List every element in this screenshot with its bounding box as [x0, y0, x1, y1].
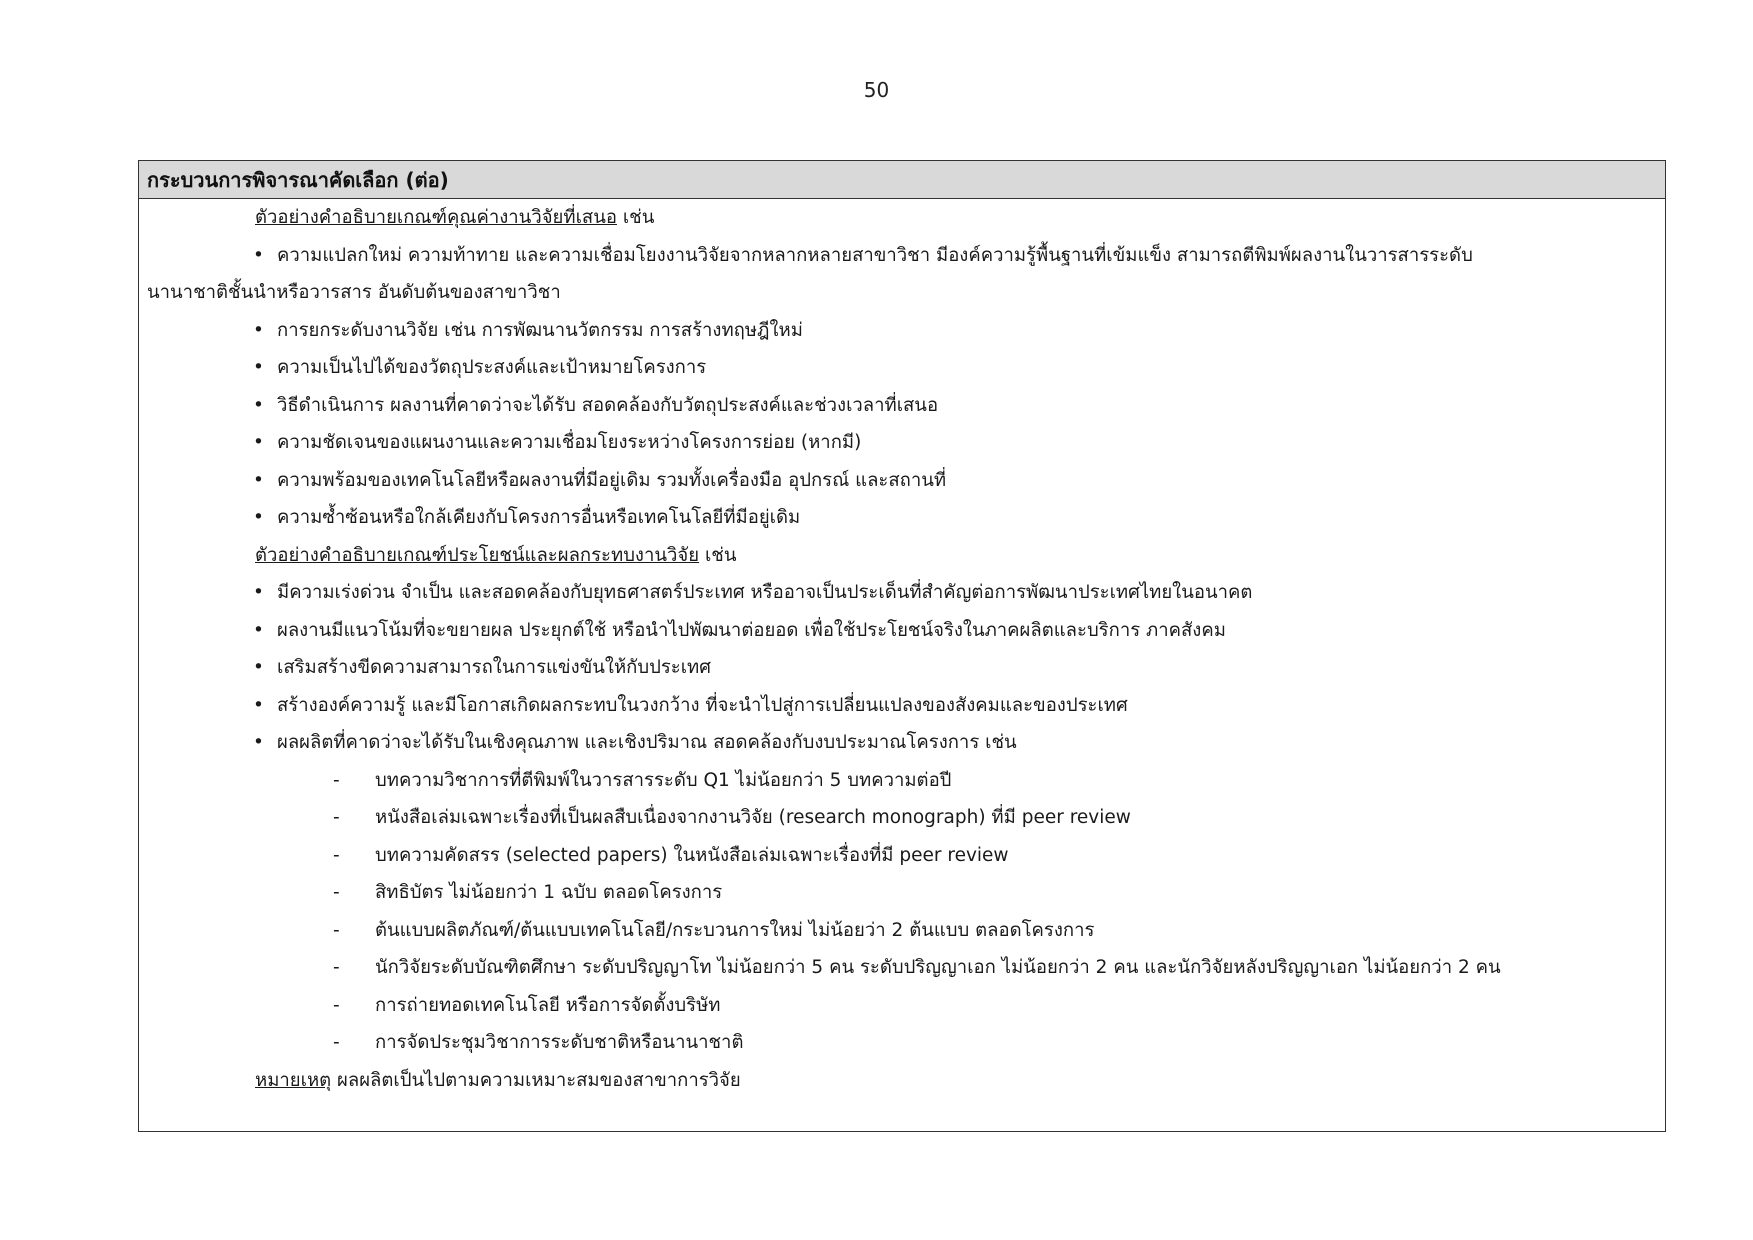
- box-content: [139, 199, 1665, 1099]
- dash-icon: -: [333, 1032, 340, 1053]
- section1-item: [139, 349, 1665, 387]
- section1-item-text: วิธีดำเนินการ ผลงานที่คาดว่าจะได้รับ สอดคล้องกับวัตถุประสงค์และช่วงเวลาที่เสนอ: [277, 394, 939, 416]
- section1-heading: [139, 199, 1665, 237]
- dash-icon: -: [333, 882, 340, 903]
- page-number: 50: [863, 78, 890, 102]
- output-sub-item: [139, 837, 1665, 875]
- output-sub-item: [139, 799, 1665, 837]
- section1-item: [139, 462, 1665, 500]
- section2-heading: [139, 537, 1665, 575]
- section2-item-text: ผลงานมีแนวโน้มที่จะขยายผล ประยุกต์ใช้ หรือนำไปพัฒนาต่อยอด เพื่อใช้ประโยชน์จริงในภาคผลิตและบริการ ภาคสังคม: [277, 619, 1226, 641]
- section1-item: [139, 424, 1665, 462]
- section1-item-text: ความซ้ำซ้อนหรือใกล้เคียงกับโครงการอื่นหรือเทคโนโลยีที่มีอยู่เดิม: [277, 507, 801, 528]
- bullet-icon: •: [253, 694, 264, 716]
- section1-item-0-text-2: นานาชาติชั้นนำหรือวารสาร อันดับต้นของสาขาวิชา: [147, 282, 561, 303]
- section2-title: ตัวอย่างคำอธิบายเกณฑ์ประโยชน์และผลกระทบงานวิจัย: [255, 544, 700, 566]
- dash-icon: -: [333, 769, 340, 791]
- section1-item-text: ความพร้อมของเทคโนโลยีหรือผลงานที่มีอยู่เดิม รวมทั้งเครื่องมือ อุปกรณ์ และสถานที่: [277, 469, 947, 491]
- section2-item: [139, 687, 1665, 725]
- note-text: ผลผลิตเป็นไปตามความเหมาะสมของสาขาการวิจัย: [331, 1069, 741, 1091]
- bullet-icon: •: [253, 394, 264, 416]
- output-sub-item-text: บทความคัดสรร (selected papers) ในหนังสือเล่มเฉพาะเรื่องที่มี peer review: [375, 844, 1009, 866]
- bullet-icon: •: [253, 469, 264, 491]
- criteria-box: [138, 160, 1666, 1132]
- section1-title: ตัวอย่างคำอธิบายเกณฑ์คุณค่างานวิจัยที่เสนอ: [255, 207, 617, 228]
- section2-title-suffix: เช่น: [699, 544, 737, 566]
- output-sub-item-text: ต้นแบบผลิตภัณฑ์/ต้นแบบเทคโนโลยี/กระบวนการใหม่ ไม่น้อยว่า 2 ต้นแบบ ตลอดโครงการ: [375, 919, 1095, 941]
- header-title: กระบวนการพิจารณาคัดเลือก (ต่อ): [147, 167, 449, 192]
- section1-item-text: การยกระดับงานวิจัย เช่น การพัฒนานวัตกรรม การสร้างทฤษฎีใหม่: [277, 319, 803, 341]
- output-sub-item: [139, 987, 1665, 1025]
- section1-item-0-text: ความแปลกใหม่ ความท้าทาย และความเชื่อมโยงงานวิจัยจากหลากหลายสาขาวิชา มีองค์ความรู้พื้นฐานที่เข้มแข็ง สามารถตีพิมพ์ผลงานในวารสารระดับ: [277, 244, 1473, 266]
- output-sub-item-text: การจัดประชุมวิชาการระดับชาติหรือนานาชาติ: [375, 1032, 744, 1053]
- bullet-icon: •: [253, 657, 264, 678]
- section1-item: [139, 499, 1665, 537]
- output-sub-item: [139, 762, 1665, 800]
- note: [139, 1062, 1665, 1100]
- dash-icon: -: [333, 844, 340, 866]
- output-sub-item-text: สิทธิบัตร ไม่น้อยกว่า 1 ฉบับ ตลอดโครงการ: [375, 882, 723, 903]
- dash-icon: -: [333, 919, 340, 941]
- dash-icon: -: [333, 994, 340, 1016]
- section1-title-suffix: เช่น: [616, 207, 655, 228]
- bullet-icon: •: [253, 619, 264, 641]
- section2-item: [139, 612, 1665, 650]
- output-sub-item-text: บทความวิชาการที่ตีพิมพ์ในวารสารระดับ Q1 ไม่น้อยกว่า 5 บทความต่อปี: [375, 769, 952, 791]
- section2-item-text: เสริมสร้างขีดความสามารถในการแข่งขันให้กับประเทศ: [277, 657, 711, 678]
- output-sub-item: [139, 1024, 1665, 1062]
- section2-item-text: มีความเร่งด่วน จำเป็น และสอดคล้องกับยุทธศาสตร์ประเทศ หรืออาจเป็นประเด็นที่สำคัญต่อการพัฒนาประเทศไทยในอนาคต: [277, 582, 1253, 603]
- dash-icon: -: [333, 957, 340, 978]
- section1-item-0: [139, 237, 1665, 275]
- note-label: หมายเหตุ: [255, 1069, 332, 1091]
- dash-icon: -: [333, 807, 340, 828]
- section1-item-text: ความชัดเจนของแผนงานและความเชื่อมโยงระหว่างโครงการย่อย (หากมี): [277, 432, 862, 453]
- bullet-icon: •: [253, 582, 264, 603]
- output-sub-item: [139, 949, 1665, 987]
- bullet-icon: •: [253, 732, 264, 753]
- output-sub-item-text: การถ่ายทอดเทคโนโลยี หรือการจัดตั้งบริษัท: [375, 994, 721, 1016]
- section1-item: [139, 312, 1665, 350]
- section2-item: [139, 649, 1665, 687]
- section1-item-text: ความเป็นไปได้ของวัตถุประสงค์และเป้าหมายโครงการ: [277, 357, 707, 378]
- box-header: [139, 161, 1665, 199]
- section2-item-text: สร้างองค์ความรู้ และมีโอกาสเกิดผลกระทบในวงกว้าง ที่จะนำไปสู่การเปลี่ยนแปลงของสังคมและของประเทศ: [277, 694, 1128, 716]
- section1-item: [139, 387, 1665, 425]
- bullet-icon: •: [253, 432, 264, 453]
- bullet-icon: •: [253, 357, 264, 378]
- bullet-icon: •: [253, 244, 264, 266]
- bullet-icon: •: [253, 507, 264, 528]
- output-sub-item: [139, 912, 1665, 950]
- section2-item: [139, 724, 1665, 762]
- section2-item-text: ผลผลิตที่คาดว่าจะได้รับในเชิงคุณภาพ และเชิงปริมาณ สอดคล้องกับงบประมาณโครงการ เช่น: [277, 732, 1017, 753]
- output-sub-item-text: หนังสือเล่มเฉพาะเรื่องที่เป็นผลสืบเนื่องจากงานวิจัย (research monograph) ที่มี peer review: [375, 807, 1131, 828]
- section1-item-0-continued: [139, 274, 1665, 312]
- section2-item: [139, 574, 1665, 612]
- output-sub-item-text: นักวิจัยระดับบัณฑิตศึกษา ระดับปริญญาโท ไม่น้อยกว่า 5 คน ระดับปริญญาเอก ไม่น้อยกว่า 2 คน และนักวิจัยหลังปริญญาเอก ไม่น้อยกว่า 2 คน: [375, 957, 1501, 978]
- bullet-icon: •: [253, 319, 264, 341]
- output-sub-item: [139, 874, 1665, 912]
